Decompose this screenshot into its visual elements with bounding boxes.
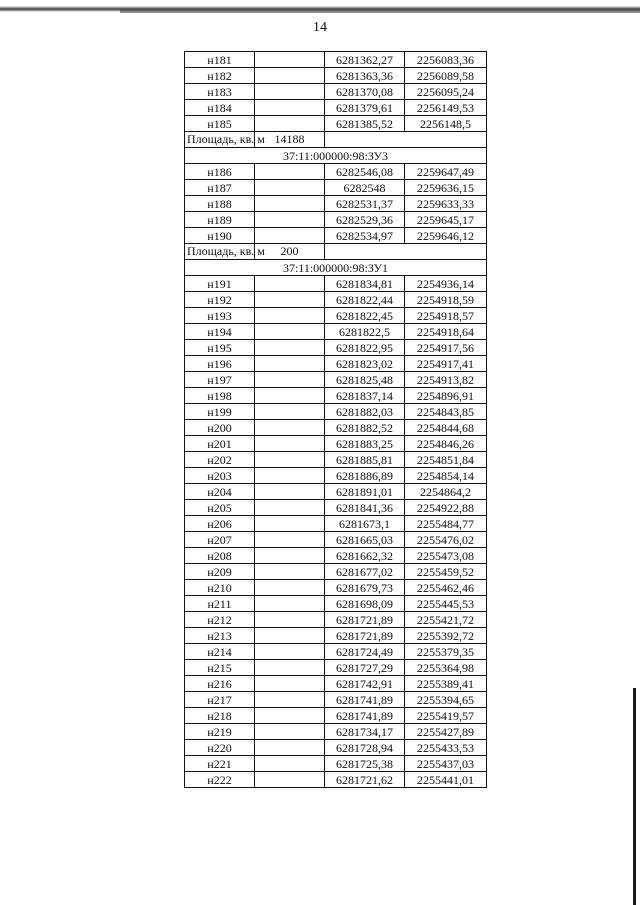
- table-row: [185, 644, 487, 660]
- scan-artifact-right-edge: [633, 688, 636, 905]
- blank-cell: [255, 692, 325, 708]
- y-coordinate-cell: 2255364,98: [405, 660, 487, 676]
- point-id-cell: н205: [185, 500, 255, 516]
- point-id-cell: н222: [185, 772, 255, 788]
- table-row: [185, 324, 487, 340]
- table-row: [185, 468, 487, 484]
- blank-cell: [255, 580, 325, 596]
- parcel-header-row: [185, 148, 487, 164]
- y-coordinate-cell: 2254854,14: [405, 468, 487, 484]
- parcel-number: 37:11:000000:98:ЗУ1: [185, 260, 487, 276]
- x-coordinate-cell: 6282548: [325, 180, 405, 196]
- x-coordinate-cell: 6281721,89: [325, 612, 405, 628]
- x-coordinate-cell: 6281822,5: [325, 324, 405, 340]
- table-row: [185, 756, 487, 772]
- y-coordinate-cell: 2255427,89: [405, 724, 487, 740]
- blank-cell: [255, 180, 325, 196]
- point-id-cell: н196: [185, 356, 255, 372]
- x-coordinate-cell: 6281822,44: [325, 292, 405, 308]
- blank-cell: [255, 308, 325, 324]
- table-row: [185, 484, 487, 500]
- y-coordinate-cell: 2255392,72: [405, 628, 487, 644]
- x-coordinate-cell: 6281724,49: [325, 644, 405, 660]
- x-coordinate-cell: 6281385,52: [325, 116, 405, 132]
- x-coordinate-cell: 6281837,14: [325, 388, 405, 404]
- point-id-cell: н181: [185, 52, 255, 68]
- point-id-cell: н203: [185, 468, 255, 484]
- x-coordinate-cell: 6281882,03: [325, 404, 405, 420]
- x-coordinate-cell: 6281882,52: [325, 420, 405, 436]
- x-coordinate-cell: 6281727,29: [325, 660, 405, 676]
- point-id-cell: н201: [185, 436, 255, 452]
- point-id-cell: н219: [185, 724, 255, 740]
- area-row: [185, 132, 487, 148]
- blank-cell: [255, 324, 325, 340]
- blank-cell: [255, 644, 325, 660]
- table-row: [185, 276, 487, 292]
- x-coordinate-cell: 6281698,09: [325, 596, 405, 612]
- x-coordinate-cell: 6281662,32: [325, 548, 405, 564]
- blank-cell: [255, 596, 325, 612]
- table-row: [185, 692, 487, 708]
- table-row: [185, 740, 487, 756]
- table-row: [185, 420, 487, 436]
- x-coordinate-cell: 6281886,89: [325, 468, 405, 484]
- point-id-cell: н185: [185, 116, 255, 132]
- point-id-cell: н195: [185, 340, 255, 356]
- x-coordinate-cell: 6281728,94: [325, 740, 405, 756]
- blank-cell: [255, 356, 325, 372]
- point-id-cell: н210: [185, 580, 255, 596]
- table-row: [185, 68, 487, 84]
- blank-cell: [255, 724, 325, 740]
- y-coordinate-cell: 2259647,49: [405, 164, 487, 180]
- y-coordinate-cell: 2255421,72: [405, 612, 487, 628]
- blank-cell: [255, 68, 325, 84]
- blank-cell: [255, 404, 325, 420]
- table-row: [185, 516, 487, 532]
- y-coordinate-cell: 2254913,82: [405, 372, 487, 388]
- blank-cell: [255, 292, 325, 308]
- point-id-cell: н214: [185, 644, 255, 660]
- point-id-cell: н206: [185, 516, 255, 532]
- x-coordinate-cell: 6281741,89: [325, 692, 405, 708]
- table-row: [185, 196, 487, 212]
- blank-cell: [325, 244, 487, 260]
- x-coordinate-cell: 6281741,89: [325, 708, 405, 724]
- table-row: [185, 708, 487, 724]
- y-coordinate-cell: 2259636,15: [405, 180, 487, 196]
- blank-cell: [255, 196, 325, 212]
- point-id-cell: н211: [185, 596, 255, 612]
- blank-cell: [255, 340, 325, 356]
- x-coordinate-cell: 6281673,1: [325, 516, 405, 532]
- x-coordinate-cell: 6281825,48: [325, 372, 405, 388]
- point-id-cell: н187: [185, 180, 255, 196]
- table-row: [185, 388, 487, 404]
- parcel-header-row: [185, 260, 487, 276]
- point-id-cell: н184: [185, 100, 255, 116]
- x-coordinate-cell: 6281363,36: [325, 68, 405, 84]
- x-coordinate-cell: 6282529,36: [325, 212, 405, 228]
- point-id-cell: н207: [185, 532, 255, 548]
- y-coordinate-cell: 2255437,03: [405, 756, 487, 772]
- x-coordinate-cell: 6281885,81: [325, 452, 405, 468]
- blank-cell: [255, 52, 325, 68]
- y-coordinate-cell: 2255445,53: [405, 596, 487, 612]
- blank-cell: [255, 516, 325, 532]
- parcel-number: 37:11:000000:98:ЗУ3: [185, 148, 487, 164]
- table-row: [185, 724, 487, 740]
- x-coordinate-cell: 6281362,27: [325, 52, 405, 68]
- blank-cell: [255, 740, 325, 756]
- blank-cell: [255, 772, 325, 788]
- y-coordinate-cell: 2255433,53: [405, 740, 487, 756]
- table-row: [185, 772, 487, 788]
- table-row: [185, 580, 487, 596]
- area-value: 14188: [255, 132, 325, 148]
- area-label: Площадь, кв. м: [185, 132, 255, 148]
- point-id-cell: н200: [185, 420, 255, 436]
- point-id-cell: н182: [185, 68, 255, 84]
- point-id-cell: н194: [185, 324, 255, 340]
- table-row: [185, 452, 487, 468]
- point-id-cell: н221: [185, 756, 255, 772]
- point-id-cell: н209: [185, 564, 255, 580]
- blank-cell: [255, 228, 325, 244]
- x-coordinate-cell: 6281834,81: [325, 276, 405, 292]
- blank-cell: [255, 420, 325, 436]
- table-row: [185, 548, 487, 564]
- blank-cell: [255, 372, 325, 388]
- point-id-cell: н193: [185, 308, 255, 324]
- y-coordinate-cell: 2255462,46: [405, 580, 487, 596]
- x-coordinate-cell: 6281677,02: [325, 564, 405, 580]
- blank-cell: [255, 708, 325, 724]
- blank-cell: [255, 212, 325, 228]
- table-row: [185, 660, 487, 676]
- x-coordinate-cell: 6282531,37: [325, 196, 405, 212]
- table-row: [185, 180, 487, 196]
- y-coordinate-cell: 2254846,26: [405, 436, 487, 452]
- blank-cell: [255, 484, 325, 500]
- table-row: [185, 628, 487, 644]
- x-coordinate-cell: 6282534,97: [325, 228, 405, 244]
- y-coordinate-cell: 2254917,56: [405, 340, 487, 356]
- y-coordinate-cell: 2254918,64: [405, 324, 487, 340]
- y-coordinate-cell: 2254851,84: [405, 452, 487, 468]
- y-coordinate-cell: 2254922,88: [405, 500, 487, 516]
- blank-cell: [255, 660, 325, 676]
- point-id-cell: н192: [185, 292, 255, 308]
- blank-cell: [255, 436, 325, 452]
- x-coordinate-cell: 6281721,62: [325, 772, 405, 788]
- table-row: [185, 116, 487, 132]
- y-coordinate-cell: 2256149,53: [405, 100, 487, 116]
- table-row: [185, 612, 487, 628]
- area-value: 200: [255, 244, 325, 260]
- point-id-cell: н217: [185, 692, 255, 708]
- y-coordinate-cell: 2254917,41: [405, 356, 487, 372]
- point-id-cell: н208: [185, 548, 255, 564]
- table-row: [185, 676, 487, 692]
- blank-cell: [255, 276, 325, 292]
- y-coordinate-cell: 2254918,57: [405, 308, 487, 324]
- point-id-cell: н204: [185, 484, 255, 500]
- table-row: [185, 308, 487, 324]
- y-coordinate-cell: 2255419,57: [405, 708, 487, 724]
- point-id-cell: н218: [185, 708, 255, 724]
- point-id-cell: н202: [185, 452, 255, 468]
- y-coordinate-cell: 2256095,24: [405, 84, 487, 100]
- table-row: [185, 532, 487, 548]
- page-number: 14: [313, 20, 327, 35]
- table-row: [185, 292, 487, 308]
- y-coordinate-cell: 2254843,85: [405, 404, 487, 420]
- y-coordinate-cell: 2256083,36: [405, 52, 487, 68]
- y-coordinate-cell: 2259645,17: [405, 212, 487, 228]
- table-row: [185, 404, 487, 420]
- scan-artifact-top-line: [120, 10, 640, 13]
- x-coordinate-cell: 6281665,03: [325, 532, 405, 548]
- blank-cell: [255, 628, 325, 644]
- area-label: Площадь, кв. м: [185, 244, 255, 260]
- blank-cell: [325, 132, 487, 148]
- table-row: [185, 228, 487, 244]
- blank-cell: [255, 500, 325, 516]
- y-coordinate-cell: 2254918,59: [405, 292, 487, 308]
- x-coordinate-cell: 6281823,02: [325, 356, 405, 372]
- y-coordinate-cell: 2255379,35: [405, 644, 487, 660]
- point-id-cell: н213: [185, 628, 255, 644]
- x-coordinate-cell: 6281379,61: [325, 100, 405, 116]
- x-coordinate-cell: 6281742,91: [325, 676, 405, 692]
- point-id-cell: н215: [185, 660, 255, 676]
- coordinates-table: [184, 51, 487, 788]
- point-id-cell: н186: [185, 164, 255, 180]
- point-id-cell: н212: [185, 612, 255, 628]
- y-coordinate-cell: 2259633,33: [405, 196, 487, 212]
- y-coordinate-cell: 2256089,58: [405, 68, 487, 84]
- table-row: [185, 84, 487, 100]
- point-id-cell: н189: [185, 212, 255, 228]
- point-id-cell: н197: [185, 372, 255, 388]
- table-row: [185, 340, 487, 356]
- y-coordinate-cell: 2255473,08: [405, 548, 487, 564]
- x-coordinate-cell: 6282546,08: [325, 164, 405, 180]
- table-row: [185, 164, 487, 180]
- table-row: [185, 100, 487, 116]
- blank-cell: [255, 532, 325, 548]
- x-coordinate-cell: 6281891,01: [325, 484, 405, 500]
- table-row: [185, 372, 487, 388]
- point-id-cell: н199: [185, 404, 255, 420]
- y-coordinate-cell: 2254864,2: [405, 484, 487, 500]
- point-id-cell: н198: [185, 388, 255, 404]
- blank-cell: [255, 564, 325, 580]
- point-id-cell: н190: [185, 228, 255, 244]
- y-coordinate-cell: 2259646,12: [405, 228, 487, 244]
- y-coordinate-cell: 2255484,77: [405, 516, 487, 532]
- blank-cell: [255, 468, 325, 484]
- y-coordinate-cell: 2255476,02: [405, 532, 487, 548]
- blank-cell: [255, 676, 325, 692]
- point-id-cell: н188: [185, 196, 255, 212]
- blank-cell: [255, 100, 325, 116]
- blank-cell: [255, 164, 325, 180]
- table-row: [185, 212, 487, 228]
- y-coordinate-cell: 2255389,41: [405, 676, 487, 692]
- y-coordinate-cell: 2254844,68: [405, 420, 487, 436]
- y-coordinate-cell: 2255394,65: [405, 692, 487, 708]
- blank-cell: [255, 388, 325, 404]
- point-id-cell: н183: [185, 84, 255, 100]
- table-row: [185, 436, 487, 452]
- blank-cell: [255, 756, 325, 772]
- y-coordinate-cell: 2254936,14: [405, 276, 487, 292]
- x-coordinate-cell: 6281725,38: [325, 756, 405, 772]
- y-coordinate-cell: 2256148,5: [405, 116, 487, 132]
- blank-cell: [255, 116, 325, 132]
- y-coordinate-cell: 2254896,91: [405, 388, 487, 404]
- blank-cell: [255, 612, 325, 628]
- table-row: [185, 564, 487, 580]
- table-row: [185, 596, 487, 612]
- table-row: [185, 500, 487, 516]
- point-id-cell: н216: [185, 676, 255, 692]
- x-coordinate-cell: 6281370,08: [325, 84, 405, 100]
- x-coordinate-cell: 6281679,73: [325, 580, 405, 596]
- x-coordinate-cell: 6281721,89: [325, 628, 405, 644]
- y-coordinate-cell: 2255441,01: [405, 772, 487, 788]
- blank-cell: [255, 452, 325, 468]
- x-coordinate-cell: 6281841,36: [325, 500, 405, 516]
- table-row: [185, 52, 487, 68]
- blank-cell: [255, 84, 325, 100]
- x-coordinate-cell: 6281822,45: [325, 308, 405, 324]
- table-row: [185, 356, 487, 372]
- blank-cell: [255, 548, 325, 564]
- x-coordinate-cell: 6281734,17: [325, 724, 405, 740]
- point-id-cell: н191: [185, 276, 255, 292]
- area-row: [185, 244, 487, 260]
- y-coordinate-cell: 2255459,52: [405, 564, 487, 580]
- point-id-cell: н220: [185, 740, 255, 756]
- x-coordinate-cell: 6281822,95: [325, 340, 405, 356]
- x-coordinate-cell: 6281883,25: [325, 436, 405, 452]
